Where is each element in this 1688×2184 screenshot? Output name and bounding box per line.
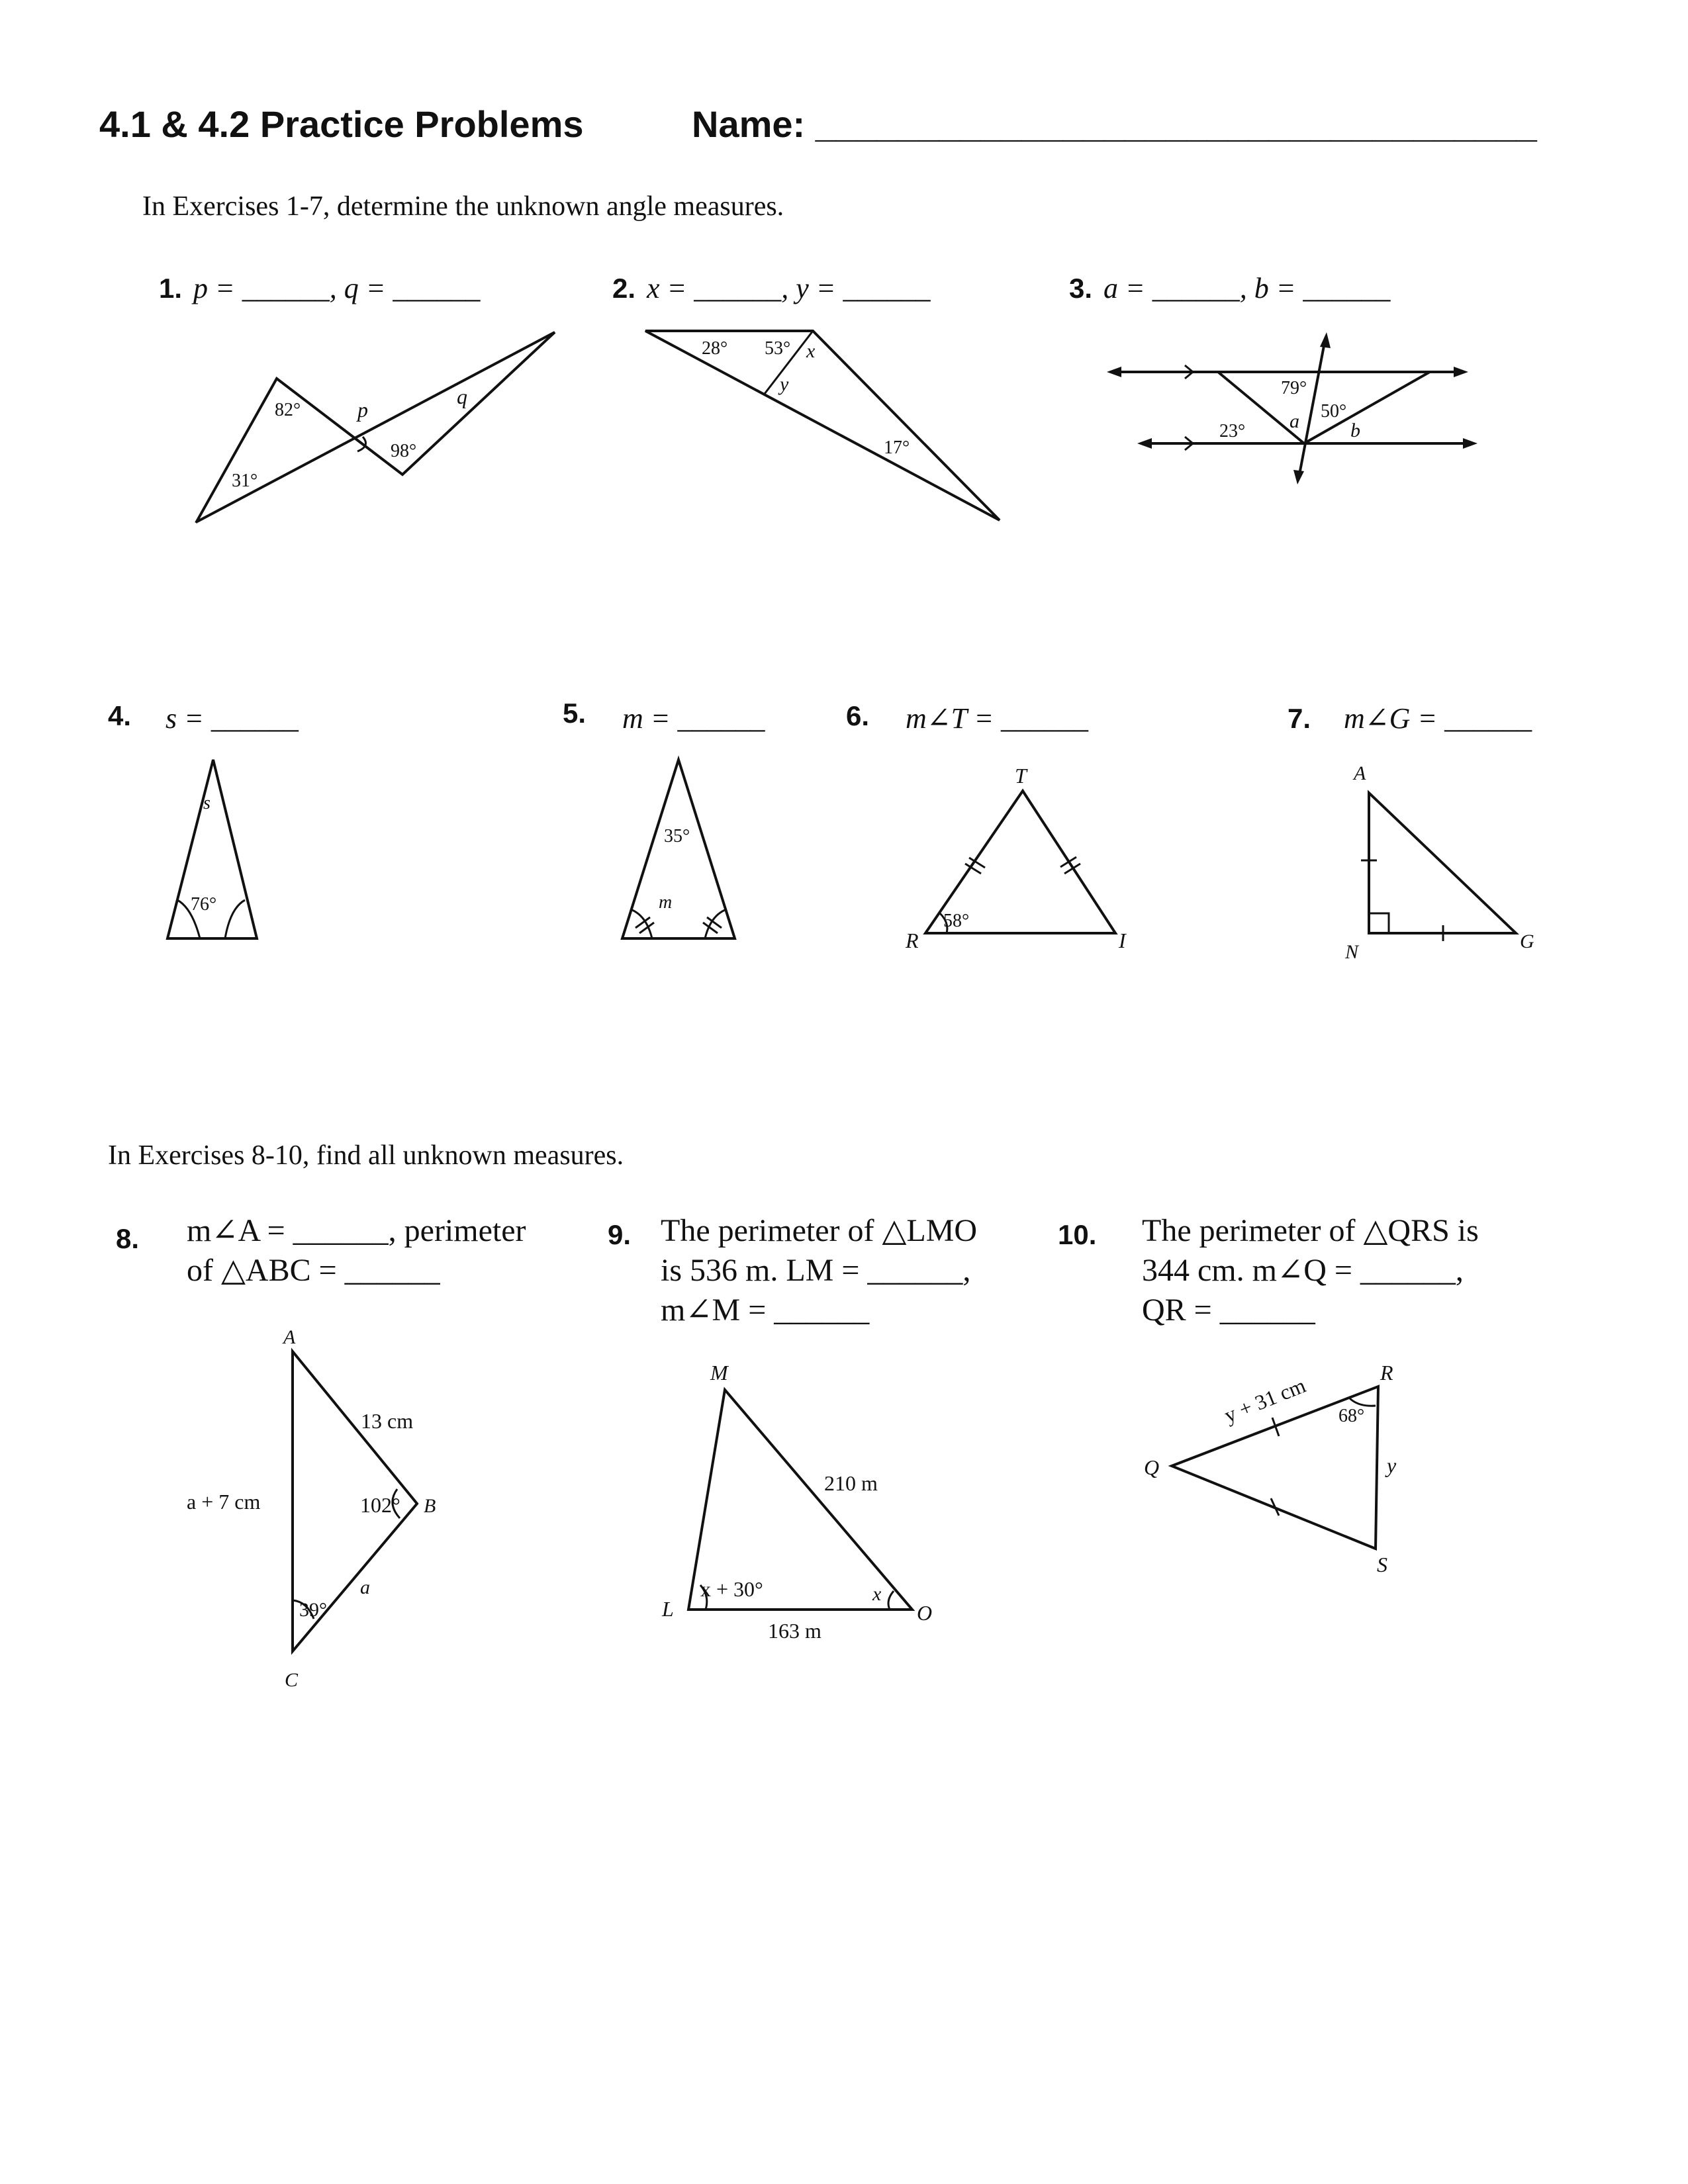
- problem-8-line-1: m∠A = ______, perimeter: [187, 1213, 526, 1248]
- worksheet-title: 4.1 & 4.2 Practice Problems: [99, 103, 584, 145]
- figure-10: [1144, 1361, 1397, 1576]
- figure-4-label-s: s: [203, 793, 211, 813]
- problem-9-number: 9.: [608, 1219, 632, 1250]
- problem-6-prompt[interactable]: m∠T = ______: [906, 702, 1089, 735]
- figure-1-label-98: 98°: [391, 441, 417, 461]
- figure-1-label-q: q: [457, 385, 467, 408]
- figure-5: [622, 760, 735, 938]
- figure-3-label-a: a: [1289, 410, 1299, 432]
- problem-4-number: 4.: [108, 700, 132, 731]
- figure-5-label-35: 35°: [664, 826, 690, 846]
- figure-8-label-102: 102°: [360, 1493, 400, 1517]
- instructions-8-10: In Exercises 8-10, find all unknown measures.: [108, 1140, 624, 1171]
- instructions-1-7: In Exercises 1-7, determine the unknown angle measures.: [142, 191, 784, 222]
- figure-2-label-x: x: [806, 340, 816, 362]
- problem-3-prompt[interactable]: a = ______, b = ______: [1103, 272, 1391, 304]
- figure-7-triangle: [1369, 793, 1516, 933]
- figure-5-triangle: [622, 760, 735, 938]
- figure-7: [1344, 762, 1534, 963]
- figure-3: [1107, 332, 1477, 484]
- figure-7-label-G: G: [1520, 931, 1534, 952]
- problem-8-number: 8.: [116, 1223, 140, 1254]
- figure-8-label-B: B: [424, 1495, 436, 1517]
- problem-10-line-2: 344 cm. m∠Q = ______,: [1142, 1253, 1464, 1288]
- figure-9-label-x30: x + 30°: [700, 1577, 763, 1601]
- figure-6-label-R: R: [906, 929, 919, 952]
- figure-5-label-m: m: [659, 892, 673, 913]
- problem-10-line-1: The perimeter of △QRS is: [1142, 1213, 1479, 1248]
- figure-1-label-82: 82°: [275, 400, 301, 420]
- figure-9: [661, 1361, 932, 1643]
- figure-3-arrowhead: [1137, 438, 1152, 449]
- figure-6-label-58: 58°: [943, 911, 970, 931]
- figure-6-tick: [1060, 857, 1076, 867]
- figure-8-label-C: C: [285, 1669, 299, 1691]
- figure-3-label-b: b: [1350, 420, 1360, 441]
- problem-7-number: 7.: [1288, 703, 1311, 734]
- figure-1: [196, 332, 555, 523]
- figure-1-label-31: 31°: [232, 471, 258, 491]
- figure-2-triangle: [645, 331, 1000, 520]
- figure-4-label-76: 76°: [191, 894, 217, 915]
- figure-4: [167, 760, 257, 938]
- figure-8-label-a: a: [360, 1576, 370, 1598]
- figure-8-label-a7cm: a + 7 cm: [187, 1490, 261, 1514]
- figure-1-label-p: p: [357, 398, 368, 422]
- figure-6-label-T: T: [1015, 764, 1027, 788]
- problem-10-line-3: QR = ______: [1142, 1293, 1315, 1328]
- figure-7-right-angle: [1369, 913, 1389, 933]
- problem-5-number: 5.: [563, 698, 586, 729]
- figure-10-label-y: y: [1387, 1453, 1397, 1477]
- figure-8-label-39: 39°: [299, 1599, 327, 1621]
- figure-2: [645, 331, 1000, 520]
- problem-3-number: 3.: [1069, 273, 1093, 304]
- figure-6-label-I: I: [1119, 929, 1126, 952]
- figure-9-label-O: O: [917, 1601, 933, 1625]
- figure-2-label-28: 28°: [702, 338, 728, 359]
- figure-3-arrowhead: [1293, 470, 1304, 484]
- figure-2-label-y: y: [780, 373, 789, 395]
- problem-9-line-1: The perimeter of △LMO: [661, 1213, 978, 1248]
- figure-10-label-y31: y + 31 cm: [1221, 1373, 1309, 1428]
- figure-3-label-79: 79°: [1281, 378, 1307, 398]
- figure-2-label-17: 17°: [884, 437, 910, 458]
- problem-7-prompt[interactable]: m∠G = ______: [1344, 702, 1532, 735]
- figure-9-angle-arc: [888, 1591, 894, 1610]
- problem-9-line-2: is 536 m. LM = ______,: [661, 1253, 971, 1288]
- figure-6: [905, 764, 1127, 952]
- figure-3-arrowhead: [1320, 332, 1331, 348]
- problem-10-number: 10.: [1058, 1219, 1097, 1250]
- figure-4-angle-arc: [225, 900, 245, 938]
- figure-10-label-R: R: [1380, 1361, 1393, 1385]
- problem-4-prompt[interactable]: s = ______: [165, 702, 299, 735]
- figure-3-arrowhead: [1454, 367, 1468, 377]
- figure-9-label-163m: 163 m: [768, 1619, 821, 1643]
- figure-1-lines: [196, 332, 555, 523]
- figure-9-label-210m: 210 m: [824, 1471, 878, 1495]
- name-field[interactable]: Name: ___________________________________: [692, 103, 1537, 145]
- figure-8-label-A: A: [283, 1326, 296, 1348]
- figure-3-label-50: 50°: [1321, 401, 1347, 422]
- figure-3-label-23: 23°: [1219, 421, 1246, 441]
- figure-9-label-L: L: [662, 1597, 674, 1621]
- figure-3-arrowhead: [1107, 367, 1121, 377]
- problem-8-line-2: of △ABC = ______: [187, 1253, 440, 1288]
- figure-2-label-53: 53°: [765, 338, 791, 359]
- figure-10-angle-arc: [1349, 1398, 1376, 1406]
- figure-7-label-A: A: [1354, 762, 1366, 784]
- figure-10-label-Q: Q: [1144, 1455, 1160, 1479]
- problem-5-prompt[interactable]: m = ______: [622, 702, 765, 735]
- figure-8-label-13cm: 13 cm: [361, 1409, 414, 1433]
- figure-3-arrowhead: [1463, 438, 1477, 449]
- problem-6-number: 6.: [846, 700, 870, 731]
- figure-9-label-M: M: [710, 1361, 728, 1385]
- problem-1-prompt[interactable]: p = ______, q = ______: [193, 272, 481, 304]
- figure-7-label-N: N: [1345, 941, 1359, 963]
- figure-8: [187, 1326, 436, 1691]
- problem-2-number: 2.: [612, 273, 636, 304]
- problem-2-prompt[interactable]: x = ______, y = ______: [647, 272, 931, 304]
- problem-9-line-3: m∠M = ______: [661, 1293, 870, 1328]
- figure-10-label-S: S: [1377, 1553, 1387, 1576]
- figure-10-label-68: 68°: [1338, 1406, 1365, 1426]
- figure-9-label-x: x: [872, 1583, 882, 1605]
- problem-1-number: 1.: [159, 273, 183, 304]
